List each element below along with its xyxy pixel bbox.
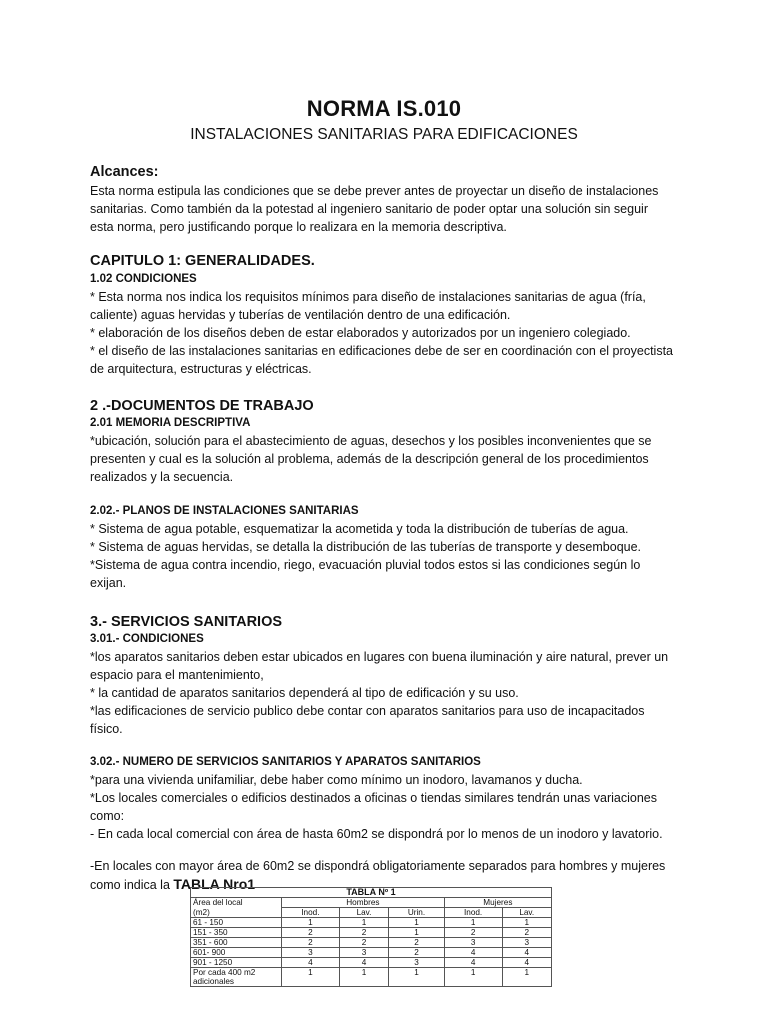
cap1-line: * el diseño de las instalaciones sanitarias en edificaciones debe de ser en coordinación con el proyectista bbox=[90, 344, 673, 358]
cap1-subheading: 1.02 CONDICIONES bbox=[90, 273, 197, 285]
table-col-header: Lav. bbox=[339, 908, 388, 918]
table-row bbox=[191, 948, 552, 958]
table-cell: 1 bbox=[339, 918, 388, 928]
table-header-mujeres: Mujeres bbox=[444, 898, 551, 908]
table-cell: 1 bbox=[502, 968, 552, 987]
table-cell: 1 bbox=[444, 968, 502, 987]
cap1-line: * Esta norma nos indica los requisitos mínimos para diseño de instalaciones sanitarias de agua (fría, bbox=[90, 290, 646, 304]
alcances-line: esta norma, pero justificando porque lo realizara en la memoria descriptiva. bbox=[90, 220, 507, 234]
cap3-line: espacio para el mantenimiento, bbox=[90, 668, 264, 682]
table-cell: 2 bbox=[444, 928, 502, 938]
table-cell: 1 bbox=[389, 918, 444, 928]
cap3-line: - En cada local comercial con área de hasta 60m2 se dispondrá por lo menos de un inodoro y lavatorio. bbox=[90, 827, 663, 841]
sanitary-requirements-table bbox=[190, 887, 552, 987]
table-reference: TABLA Nro1 bbox=[173, 876, 256, 892]
document-subtitle: INSTALACIONES SANITARIAS PARA EDIFICACIONES bbox=[190, 126, 578, 143]
table-col-header: Inod. bbox=[444, 908, 502, 918]
cap3-paragraph-1 bbox=[90, 648, 678, 738]
table-cell: 4 bbox=[502, 958, 552, 968]
table-cell: 4 bbox=[339, 958, 388, 968]
table-cell: 2 bbox=[389, 948, 444, 958]
cap3-line: *para una vivienda unifamiliar, debe haber como mínimo un inodoro, lavamanos y ducha. bbox=[90, 773, 583, 787]
table-cell: 4 bbox=[282, 958, 340, 968]
table-cell: 4 bbox=[444, 958, 502, 968]
cap3-line: * la cantidad de aparatos sanitarios dependerá al tipo de edificación y su uso. bbox=[90, 686, 519, 700]
cap3-line: físico. bbox=[90, 722, 123, 736]
table-cell: 3 bbox=[444, 938, 502, 948]
table-cell: 3 bbox=[502, 938, 552, 948]
table-cell-area-line: Por cada 400 m2 bbox=[193, 968, 256, 977]
table-cell-area: 901 - 1250 bbox=[191, 958, 282, 968]
table-row bbox=[191, 918, 552, 928]
cap1-line: * elaboración de los diseños deben de estar elaborados y autorizados por un ingeniero colegiado. bbox=[90, 326, 631, 340]
table-cell: 1 bbox=[444, 918, 502, 928]
cap3-line: -En locales con mayor área de 60m2 se dispondrá obligatoriamente separados para hombres y mujeres bbox=[90, 859, 666, 873]
table-cell-area: 351 - 600 bbox=[191, 938, 282, 948]
document-title: NORMA IS.010 bbox=[306, 96, 462, 121]
cap3-line: *los aparatos sanitarios deben estar ubicados en lugares con buena iluminación y aire natural, prever un bbox=[90, 650, 669, 664]
table-caption: TABLA Nº 1 bbox=[191, 888, 552, 898]
cap2-line: * Sistema de agua potable, esquematizar la acometida y toda la distribución de tuberías de agua. bbox=[90, 522, 629, 536]
cap2-subheading-1: 2.01 MEMORIA DESCRIPTIVA bbox=[90, 417, 251, 429]
cap3-heading: 3.- SERVICIOS SANITARIOS bbox=[90, 614, 283, 630]
cap2-line: realizados y la secuencia. bbox=[90, 470, 234, 484]
alcances-line: sanitarias. Como también da la potestad al ingeniero sanitario de poder optar una solución sin seguir bbox=[90, 202, 648, 216]
table-cell: 2 bbox=[282, 928, 340, 938]
cap1-line: caliente) aguas hervidas y tuberías de ventilación dentro de una edificación. bbox=[90, 308, 511, 322]
cap3-subheading-1: 3.01.- CONDICIONES bbox=[90, 633, 204, 645]
cap2-line: *ubicación, solución para el abastecimiento de aguas, desechos y los posibles inconvenientes que se bbox=[90, 434, 652, 448]
cap3-line: *las edificaciones de servicio publico debe contar con aparatos sanitarios para uso de incapacitados bbox=[90, 704, 645, 718]
table-cell: 1 bbox=[389, 928, 444, 938]
table-cell-area-line: adicionales bbox=[193, 977, 234, 986]
table-col-header: Lav. bbox=[502, 908, 552, 918]
table-cell: 1 bbox=[502, 918, 552, 928]
cap3-line: como: bbox=[90, 809, 125, 823]
table-cell-area bbox=[191, 968, 282, 987]
cap3-paragraph-2 bbox=[90, 771, 678, 843]
cap2-subheading-2: 2.02.- PLANOS DE INSTALACIONES SANITARIAS bbox=[90, 505, 359, 517]
table-header-hombres: Hombres bbox=[282, 898, 445, 908]
cap2-line: * Sistema de aguas hervidas, se detalla la distribución de las tuberías de transporte y desemboque. bbox=[90, 540, 642, 554]
table-cell: 2 bbox=[389, 938, 444, 948]
cap3-line: *Los locales comerciales o edificios destinados a oficinas o tiendas similares tendrán unas variaciones bbox=[90, 791, 657, 805]
table-row bbox=[191, 928, 552, 938]
cap1-heading: CAPITULO 1: GENERALIDADES. bbox=[90, 253, 315, 269]
cap2-heading: 2 .-DOCUMENTOS DE TRABAJO bbox=[90, 398, 314, 414]
table-cell: 1 bbox=[282, 918, 340, 928]
table-col-header: Inod. bbox=[282, 908, 340, 918]
sanitary-table-image bbox=[190, 887, 552, 987]
table-col-header: Urin. bbox=[389, 908, 444, 918]
cap2-line: exijan. bbox=[90, 576, 127, 590]
cap1-line: de arquitectura, estructuras y eléctricas. bbox=[90, 362, 312, 376]
table-cell: 2 bbox=[339, 928, 388, 938]
table-cell: 3 bbox=[389, 958, 444, 968]
alcances-paragraph bbox=[90, 182, 678, 236]
table-cell: 2 bbox=[502, 928, 552, 938]
table-cell: 4 bbox=[502, 948, 552, 958]
table-cell: 2 bbox=[282, 938, 340, 948]
cap3-subheading-2: 3.02.- NUMERO DE SERVICIOS SANITARIOS Y APARATOS SANITARIOS bbox=[90, 756, 481, 768]
cap2-paragraph-2 bbox=[90, 520, 678, 592]
cap2-line: *Sistema de agua contra incendio, riego, evacuación pluvial todos estos si las condiciones según lo bbox=[90, 558, 641, 572]
cap2-paragraph-1 bbox=[90, 432, 678, 486]
alcances-line: Esta norma estipula las condiciones que se debe prever antes de proyectar un diseño de instalaciones bbox=[90, 184, 659, 198]
table-row bbox=[191, 958, 552, 968]
cap1-paragraph bbox=[90, 288, 678, 378]
table-row bbox=[191, 968, 552, 987]
table-cell-area: 61 - 150 bbox=[191, 918, 282, 928]
table-header-area-2: (m2) bbox=[191, 908, 282, 918]
table-cell: 1 bbox=[282, 968, 340, 987]
table-cell: 4 bbox=[444, 948, 502, 958]
cap2-line: presenten y cual es la solución al problema, además de la descripción general de los procedimientos bbox=[90, 452, 649, 466]
table-cell: 1 bbox=[389, 968, 444, 987]
table-cell-area: 151 - 350 bbox=[191, 928, 282, 938]
table-cell: 3 bbox=[339, 948, 388, 958]
table-cell: 3 bbox=[282, 948, 340, 958]
table-row bbox=[191, 938, 552, 948]
table-cell-area: 601- 900 bbox=[191, 948, 282, 958]
table-cell: 2 bbox=[339, 938, 388, 948]
table-header-area-1: Área del local bbox=[191, 898, 282, 908]
alcances-heading: Alcances: bbox=[90, 164, 159, 180]
table-reference-prefix: como indica la bbox=[90, 878, 174, 892]
table-cell: 1 bbox=[339, 968, 388, 987]
